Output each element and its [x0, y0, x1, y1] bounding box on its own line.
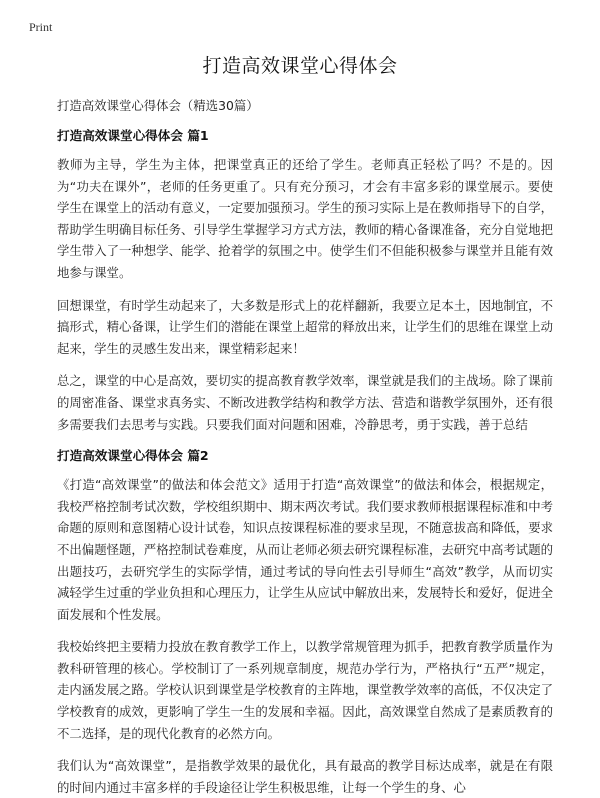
section-heading: 打造高效课堂心得体会 篇2	[57, 448, 209, 464]
document-subtitle: 打造高效课堂心得体会（精选30篇）	[57, 98, 259, 113]
document-body	[57, 96, 553, 798]
section-2	[57, 446, 553, 798]
paragraph: 教师为主导，学生为主体，把课堂真正的还给了学生。老师真正轻松了吗？不是的。因为“功夫在课外”，老师的任务更重了。只有充分预习，才会有丰富多彩的课堂展示。要使学生在课堂上的活动有意义，一定要加强预习。学生的预习实际上是在教师指导下的自学，帮助学生明确目标任务、引导学生掌握学习方式方法，教师的精心备课准备，充分自觉地把学生带入了一种想学、能学、抢着学的氛围之中。使学生们不但能积极参与课堂并且能有效地参与课堂。	[57, 157, 553, 280]
document-title: 打造高效课堂心得体会	[202, 55, 398, 77]
print-link[interactable]: Print	[29, 20, 53, 34]
section-heading: 打造高效课堂心得体会 篇1	[57, 128, 209, 143]
paragraph: 《打造“高效课堂”的做法和体会范文》适用于打造“高效课堂”的做法和体会，根据规定，我校严格控制考试次数，学校组织期中、期末两次考试。我们要求教师根据课程标准和中考命题的原则和意图精心设计试卷，知识点按课程标准的要求呈现，不随意拔高和降低，要求不出偏题怪题，严格控制试卷难度，从而让老师必须去研究课程标准，去研究中高考试题的出题技巧，去研究学生的实际学情，通过考试的导向性去引导师生“高效”教学，从而切实减轻学生过重的学业负担和心理压力，让学生从应试中解放出来，发展特长和爱好，促进全面发展和个性发展。	[57, 477, 553, 622]
paragraph: 总之，课堂的中心是高效，要切实的提高教育教学效率，课堂就是我们的主战场。除了课前的周密准备、课堂求真务实、不断改进教学结构和教学方法、营造和谐教学氛围外，还有很多需要我们去思考与实践。只要我们面对问题和困难，冷静思考，勇于实践，善于总结	[57, 373, 553, 432]
paragraph: 我校始终把主要精力投放在教育教学工作上，以教学常规管理为抓手，把教育教学质量作为教科研管理的核心。学校制订了一系列规章制度，规范办学行为，严格执行“五严”规定，走内涵发展之路。学校认识到课堂是学校教育的主阵地，课堂教学效率的高低，不仅决定了学校教育的成效，更影响了学生一生的发展和幸福。因此，高效课堂自然成了是素质教育的不二选择，是的现代化教育的必然方向。	[57, 639, 553, 741]
section-1	[57, 126, 553, 435]
paragraph: 回想课堂，有时学生动起来了，大多数是形式上的花样翻新，我要立足本土，因地制宜，不搞形式，精心备课，让学生们的潜能在课堂上超常的释放出来，让学生们的思维在课堂上动起来，学生的灵感生发出来，课堂精彩起来！	[57, 297, 553, 356]
paragraph: 我们认为“高效课堂”，是指教学效果的最优化，具有最高的教学目标达成率，就是在有限的时间内通过丰富多样的手段途径让学生积极思维，让每一个学生的身、心	[57, 758, 553, 795]
